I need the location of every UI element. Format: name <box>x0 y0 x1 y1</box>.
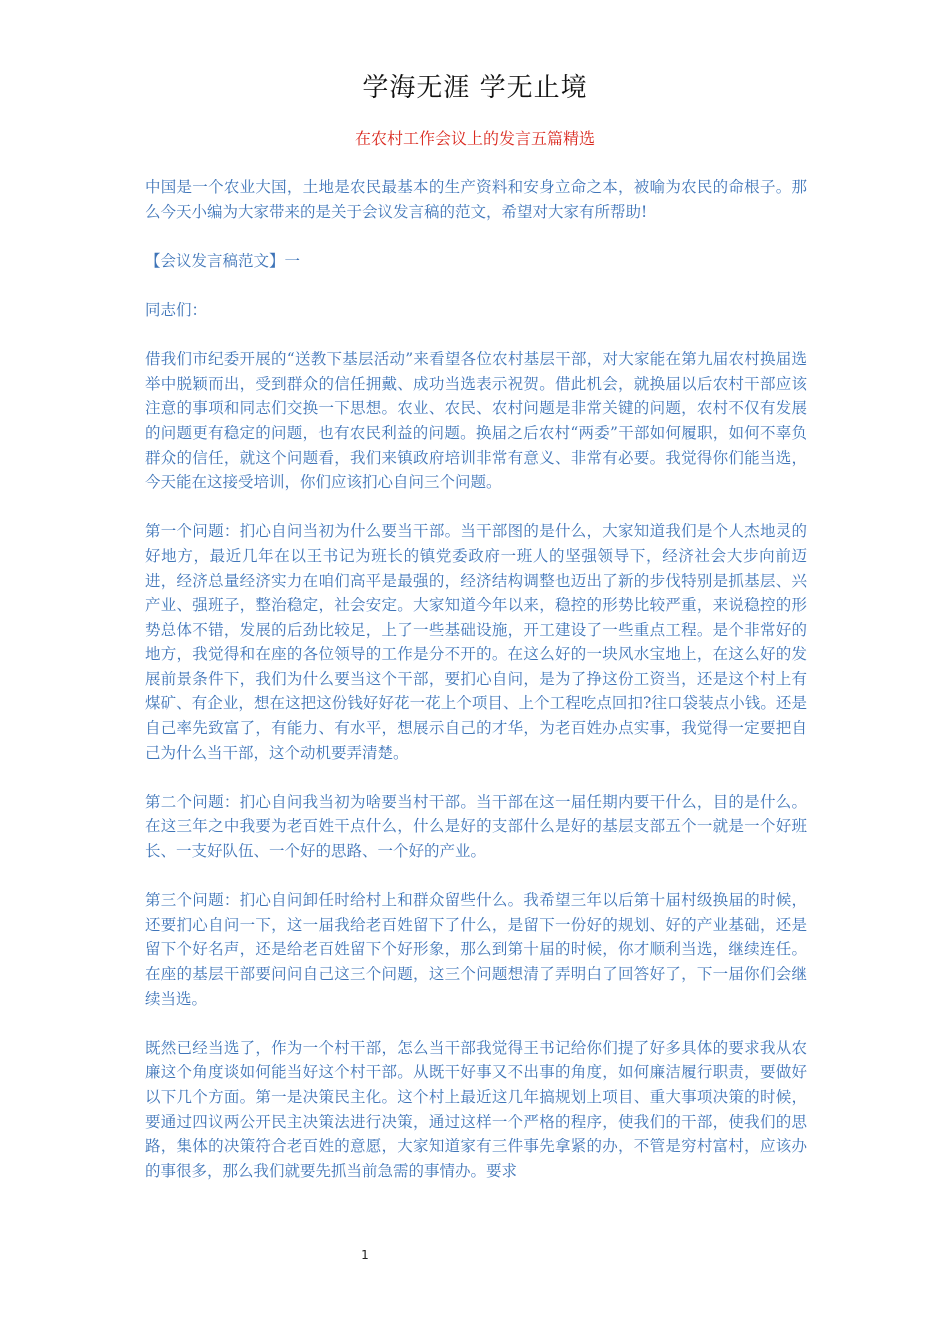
paragraph-opening: 借我们市纪委开展的“送教下基层活动”来看望各位农村基层干部，对大家能在第九届农村换届选举中脱颖而出，受到群众的信任拥戴、成功当选表示祝贺。借此机会，就换届以后农村干部应该注意的事项和同志们交换一下思想。农业、农民、农村问题是非常关键的问题，农村不仅有发展的问题更有稳定的问题，也有农民利益的问题。换届之后农村“两委”干部如何履职，如何不辜负群众的信任，就这个问题看，我们来镇政府培训非常有意义、非常有必要。我觉得你们能当选，今天能在这接受培训，你们应该扪心自问三个问题。 <box>145 350 807 492</box>
document-title: 在农村工作会议上的发言五篇精选 <box>354 129 595 148</box>
paragraph-question-two: 第二个问题：扪心自问我当初为啥要当村干部。当干部在这一届任期内要干什么，目的是什么。在这三年之中我要为老百姓干点什么，什么是好的支部什么是好的基层支部五个一就是一个好班长、一支好队伍、一个好的思路、一个好的产业。 <box>145 792 807 861</box>
paragraph-question-one: 第一个问题：扪心自问当初为什么要当干部。当干部图的是什么，大家知道我们是个人杰地灵的好地方，最近几年在以王书记为班长的镇党委政府一班人的坚强领导下，经济社会大步向前迈进，经济总量经济实力在咱们高平是最强的，经济结构调整也迈出了新的步伐特别是抓基层、兴产业、强班子，整治稳定，社会安定。大家知道今年以来，稳控的形势比较严重，来说稳控的形势总体不错，发展的后劲比较足，上了一些基础设施，开工建设了一些重点工程。是个非常好的地方，我觉得和在座的各位领导的工作是分不开的。在这么好的一块风水宝地上，在这么好的发展前景条件下，我们为什么要当这个干部，要扪心自问，是为了挣这份工资当，还是这个村上有煤矿、有企业，想在这把这份钱好好花一花上个项目、上个工程吃点回扣?往口袋装点小钱。还是自己率先致富了，有能力、有水平，想展示自己的才华，为老百姓办点实事，我觉得一定要把自己为什么当干部，这个动机要弄清楚。 <box>145 522 807 762</box>
paragraph-question-three: 第三个问题：扪心自问卸任时给村上和群众留些什么。我希望三年以后第十届村级换届的时候，还要扪心自问一下，这一届我给老百姓留下了什么，是留下一份好的规划、好的产业基础，还是留下个好名声，还是给老百姓留下个好形象，那么到第十届的时候，你才顺利当选，继续连任。在座的基层干部要问问自己这三个问题，这三个问题想清了弄明白了回答好了，下一届你们会继续当选。 <box>145 891 807 1008</box>
page-header-title: 学海无涯 学无止境 <box>362 73 588 103</box>
paragraph-intro: 中国是一个农业大国，土地是农民最基本的生产资料和安身立命之本，被喻为农民的命根子。那么今天小编为大家带来的是关于会议发言稿的范文，希望对大家有所帮助! <box>145 178 807 221</box>
page-number: 1 <box>361 1248 369 1262</box>
salutation: 同志们： <box>145 300 208 319</box>
section-heading: 【会议发言稿范文】一 <box>145 251 301 270</box>
paragraph-integrity: 既然已经当选了，作为一个村干部，怎么当干部我觉得王书记给你们提了好多具体的要求我从农廉这个角度谈如何能当好这个村干部。从既干好事又不出事的角度，如何廉洁履行职责，要做好以下几个方面。第一是决策民主化。这个村上最近这几年搞规划上项目、重大事项决策的时候，要通过四议两公开民主决策法进行决策，通过这样一个严格的程序，使我们的干部，使我们的思路，集体的决策符合老百姓的意愿，大家知道家有三件事先拿紧的办，不管是穷村富村，应该办的事很多，那么我们就要先抓当前急需的事情办。要求 <box>145 1038 807 1180</box>
document-body <box>145 175 807 1208</box>
